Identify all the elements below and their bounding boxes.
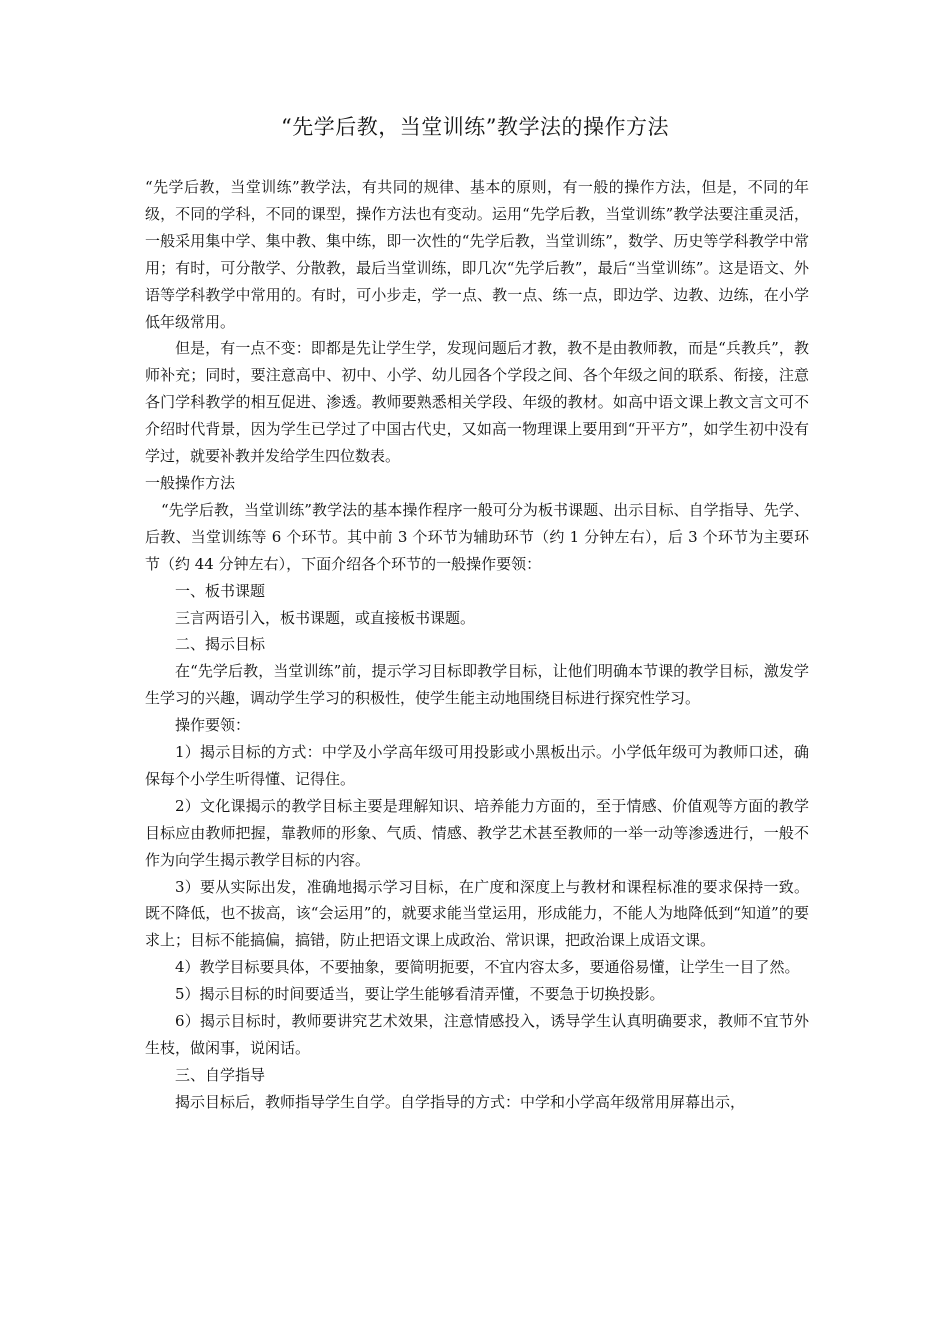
section-heading: 三、自学指导: [175, 1065, 266, 1084]
paragraph: “先学后教，当堂训练”教学法的基本操作程序一般可分为板书课题、出示目标、自学指导、先学、后教、当堂训练等 6 个环节。其中前 3 个环节为辅助环节（约 1 分钟左右），后 3 个环节为主要环节（约 44 分钟左右），下面介绍各个环节的一般操作要领：: [145, 500, 809, 573]
paragraph: 揭示目标后，教师指导学生自学。自学指导的方式：中学和小学高年级常用屏幕出示，: [175, 1092, 746, 1111]
paragraph: 2）文化课揭示的教学目标主要是理解知识、培养能力方面的，至于情感、价值观等方面的教学目标应由教师把握，靠教师的形象、气质、情感、教学艺术甚至教师的一举一动等渗透进行，一般不作为向学生揭示教学目标的内容。: [145, 796, 809, 869]
section-heading: 二、揭示目标: [175, 635, 266, 654]
paragraph: “先学后教，当堂训练”教学法，有共同的规律、基本的原则，有一般的操作方法，但是，不同的年级，不同的学科，不同的课型，操作方法也有变动。运用“先学后教，当堂训练”教学法要注重灵活，一般采用集中学、集中教、集中练，即一次性的“先学后教，当堂训练”，数学、历史等学科教学中常用；有时，可分散学、分散教，最后当堂训练，即几次“先学后教”，最后“当堂训练”。这是语文、外语等学科教学中常用的。有时，可小步走，学一点、教一点、练一点，即边学、边教、边练，在小学低年级常用。: [145, 178, 809, 331]
paragraph: 操作要领：: [175, 716, 251, 735]
paragraph: 在“先学后教，当堂训练”前，提示学习目标即教学目标，让他们明确本节课的教学目标，激发学生学习的兴趣，调动学生学习的积极性，使学生能主动地围绕目标进行探究性学习。: [145, 662, 809, 708]
paragraph: 1）揭示目标的方式：中学及小学高年级可用投影或小黑板出示。小学低年级可为教师口述，确保每个小学生听得懂、记得住。: [145, 743, 809, 788]
document-body: [145, 174, 809, 1116]
paragraph: 4）教学目标要具体，不要抽象，要简明扼要，不宜内容太多，要通俗易懂，让学生一目了然。: [175, 958, 800, 977]
section-heading: 一、板书课题: [175, 581, 266, 600]
paragraph: 5）揭示目标的时间要适当，要让学生能够看清弄懂，不要急于切换投影。: [175, 985, 665, 1004]
paragraph: 3）要从实际出发，准确地揭示学习目标，在广度和深度上与教材和课程标准的要求保持一致。既不降低，也不拔高，该“会运用”的，就要求能当堂运用，形成能力，不能人为地降低到“知道”的要求上；目标不能搞偏，搞错，防止把语文课上成政治、常识课，把政治课上成语文课。: [145, 877, 809, 950]
paragraph: 但是，有一点不变：即都是先让学生学，发现问题后才教，教不是由教师教，而是“兵教兵”，教师补充；同时，要注意高中、初中、小学、幼儿园各个学段之间、各个年级之间的联系、衔接，注意各门学科教学的相互促进、渗透。教师要熟悉相关学段、年级的教材。如高中语文课上教文言文可不介绍时代背景，因为学生已学过了中国古代史，又如高一物理课上要用到“开平方”，如学生初中没有学过，就要补教并发给学生四位数表。: [145, 339, 809, 466]
section-heading: 一般操作方法: [145, 473, 236, 492]
paragraph: 三言两语引入，板书课题，或直接板书课题。: [175, 608, 476, 627]
page-title: “先学后教，当堂训练”教学法的操作方法: [281, 115, 669, 139]
paragraph: 6）揭示目标时，教师要讲究艺术效果，注意情感投入，诱导学生认真明确要求，教师不宜节外生枝，做闲事，说闲话。: [145, 1012, 809, 1057]
